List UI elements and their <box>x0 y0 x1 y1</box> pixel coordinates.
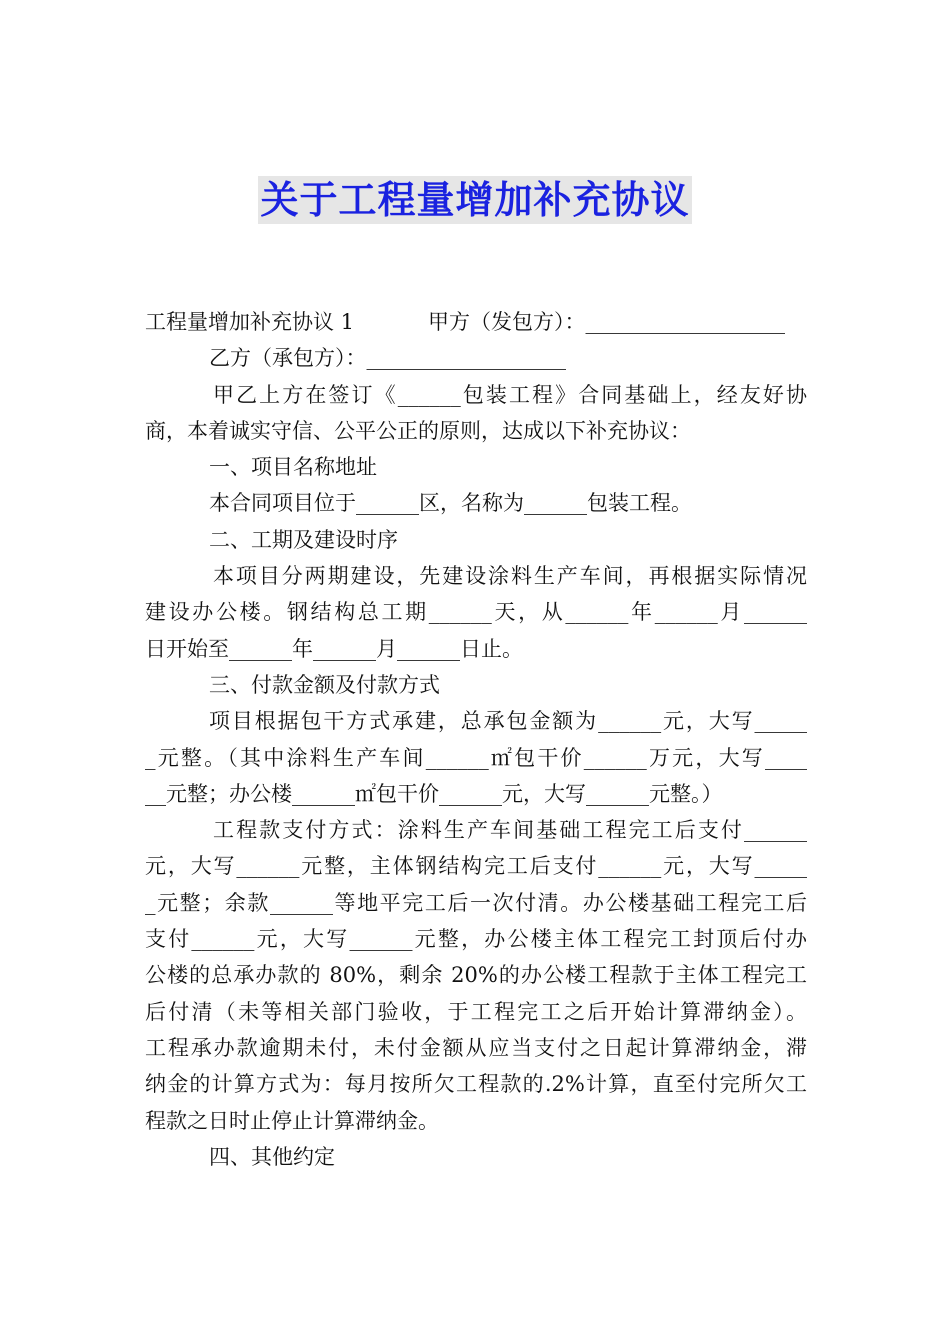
paragraph-line: 工程款支付方式：涂料生产车间基础工程完工后支付______ <box>213 818 807 843</box>
section-heading: 一、项目名称地址 <box>209 455 377 480</box>
section-heading: 二、工期及建设时序 <box>209 527 398 552</box>
document-body <box>145 304 807 1175</box>
paragraph-line: 支付______元，大写______元整，办公楼主体工程完工封顶后付办 <box>145 927 807 952</box>
paragraph-line: __元整；办公楼______㎡包干价______元，大写______元整。） <box>145 781 723 806</box>
agreement-number: 工程量增加补充协议 1 <box>145 310 355 334</box>
paragraph-line: 公楼的总承办款的 80%，剩余 20%的办公楼工程款于主体工程完工 <box>145 963 807 988</box>
paragraph-line: _元整。（其中涂料生产车间______㎡包干价______万元，大写____ <box>145 745 807 770</box>
paragraph-line: 日开始至______年______月______日止。 <box>145 636 523 661</box>
paragraph-line: 程款之日时止停止计算滞纳金。 <box>145 1108 439 1133</box>
paragraph-line: 后付清（未等相关部门验收，于工程完工之后开始计算滞纳金）。 <box>145 999 807 1024</box>
section-heading: 四、其他约定 <box>209 1144 335 1169</box>
paragraph-line: 纳金的计算方式为：每月按所欠工程款的.2%计算，直至付完所欠工 <box>145 1072 807 1097</box>
title-container <box>0 176 950 224</box>
party-b-line: 乙方（承包方）：___________________ <box>209 346 566 371</box>
party-a-line: 甲方（发包方）：___________________ <box>428 310 785 334</box>
paragraph-line: 元，大写______元整，主体钢结构完工后支付______元，大写_____ <box>145 854 807 879</box>
paragraph-line: 甲乙上方在签订《______包装工程》合同基础上，经友好协 <box>213 382 807 407</box>
agreement-heading-row <box>145 304 807 340</box>
section-heading: 三、付款金额及付款方式 <box>209 672 440 697</box>
paragraph-line: 项目根据包干方式承建，总承包金额为______元，大写_____ <box>209 709 807 734</box>
paragraph-line: 建设办公楼。钢结构总工期______天，从______年______月______ <box>145 600 807 625</box>
paragraph-line: 商，本着诚实守信、公平公正的原则，达成以下补充协议： <box>145 418 691 443</box>
document-title: 关于工程量增加补充协议 <box>260 178 690 222</box>
paragraph-line: _元整；余款______等地平完工后一次付清。办公楼基础工程完工后 <box>145 890 807 915</box>
paragraph-line: 工程承办款逾期未付，未付金额从应当支付之日起计算滞纳金，滞 <box>145 1035 807 1060</box>
paragraph-line: 本合同项目位于______区，名称为______包装工程。 <box>209 491 692 516</box>
paragraph-line: 本项目分两期建设，先建设涂料生产车间，再根据实际情况 <box>213 564 807 589</box>
